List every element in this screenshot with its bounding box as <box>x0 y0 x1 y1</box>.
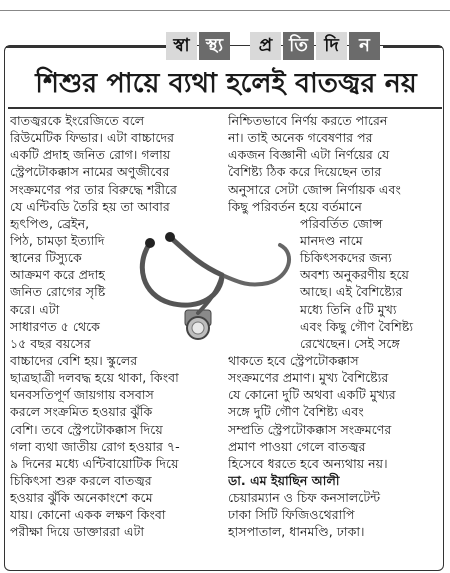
right-column-line: কিছু পরিবর্তন হয়ে বর্তমানে <box>228 198 362 214</box>
tag-rule-right <box>383 46 442 48</box>
left-column-line: করে। এটা <box>10 301 60 317</box>
left-column-line: সাধারণত ৫ থেকে <box>10 318 100 334</box>
right-column-line: অবশ্য অনুকরণীয় হয়ে <box>300 267 409 283</box>
right-column-line: সম্প্রতি স্ট্রেপটোকক্কাস সংক্রমণের <box>228 421 392 437</box>
right-column-line: যে কোনো দুটি অথবা একটি মুখ্যর <box>228 387 396 403</box>
left-column-line: করলে সংক্রমিত হওয়ার ঝুঁকি <box>10 404 153 420</box>
left-column-line: জনিত রোগের সৃষ্টি <box>10 284 106 300</box>
right-column-line: অনুসারে সেটা জোন্স নির্ণায়ক এবং <box>228 181 401 197</box>
tag-rule-left <box>6 46 166 48</box>
left-column-line: বাচ্চাদের বেশি হয়। স্কুলের <box>10 352 138 368</box>
page-top-rule <box>0 0 450 11</box>
right-column-line: থাকতে হবে স্ট্রেপটোকক্কাস <box>228 352 359 368</box>
right-column-line: পরিবর্তিত জোন্স <box>300 215 383 231</box>
tag-syllable-5: দি <box>316 32 347 60</box>
right-column-line: সঙ্গে দুটি গৌণ বৈশিষ্ট্য এবং <box>228 404 364 420</box>
left-column-line: আক্রমণ করে প্রদাহ <box>10 267 105 283</box>
left-column-line: সংক্রমণের পর তার বিরুদ্ধে শরীরে <box>10 181 177 197</box>
left-column-line: ১৫ বছর বয়সের <box>10 335 91 351</box>
left-column-line: ঘনবসতিপূর্ণ জায়গায় বসবাস <box>10 387 154 403</box>
right-column-line: মানদণ্ড নামে <box>300 232 363 248</box>
left-column-line: একটি প্রদাহ জনিত রোগ। গলায় <box>10 147 171 163</box>
headline-divider <box>8 107 442 109</box>
right-column-line: এবং কিছু গৌণ বৈশিষ্ট্য <box>300 318 414 334</box>
left-column-line: ছাত্রছাত্রী দলবদ্ধ হয়ে থাকা, কিংবা <box>10 370 179 386</box>
right-column-line: রেখেছেন। সেই সঙ্গে <box>300 335 400 351</box>
author-name: ডা. এম ইয়াছিন আলী <box>228 472 340 488</box>
right-column-line: চিকিৎসকদের জন্য <box>300 250 392 266</box>
left-column-line: হওয়ার ঝুঁকি অনেকাংশে কমে <box>10 490 153 506</box>
right-column-line: নিশ্চিতভাবে নির্ণয় করতে পারেন <box>228 113 388 128</box>
right-column-line: হিসেবে ধরতে হবে অন্যথায় নয়। <box>228 455 388 471</box>
right-column-line: আছে। এই বৈশিষ্ট্যের <box>300 284 403 300</box>
right-column-line: একজন বিজ্ঞানী এটা নির্ণয়ের যে <box>228 147 390 163</box>
left-column-line: স্থানের টিস্যুকে <box>10 250 82 266</box>
left-column-line: স্ট্রেপটোকক্কাস নামের অণুজীবের <box>10 164 170 180</box>
left-column-line: বাতজ্বরকে ইংরেজিতে বলে <box>10 113 145 128</box>
section-tag <box>0 32 450 62</box>
left-column-line: বেশি। তবে স্ট্রেপটোকক্কাস দিয়ে <box>10 421 163 437</box>
stethoscope-illustration <box>130 225 300 345</box>
left-column-line: রিউমেটিক ফিভার। এটা বাচ্চাদের <box>10 130 175 146</box>
right-column-line: প্রমাণ পাওয়া গেলে বাতজ্বর <box>228 438 366 454</box>
left-column-line: পরীক্ষা দিয়ে ডাক্তাররা এটা <box>10 524 145 540</box>
article-headline: শিশুর পায়ে ব্যথা হলেই বাতজ্বর নয় <box>35 68 417 99</box>
left-column-line: চিকিৎসা শুরু করলে বাতজ্বর <box>10 472 152 488</box>
tag-syllable-2: স্থ্য <box>199 32 230 60</box>
left-column-line: ৯ দিনের মধ্যে এন্টিবায়োটিক দিয়ে <box>10 455 179 471</box>
left-column-line: যায়। কোনো একক লক্ষণ কিংবা <box>10 507 166 523</box>
author-affiliation-line: হাসপাতাল, ধানমণ্ডি, ঢাকা। <box>228 524 365 540</box>
tag-syllable-1: স্বা <box>166 32 197 60</box>
right-column-line: মধ্যে তিনি ৫টি মুখ্য <box>300 301 397 317</box>
tag-syllable-6: ন <box>349 32 380 60</box>
right-column-line: সংক্রমণের প্রমাণ। মুখ্য বৈশিষ্ট্যের <box>228 370 389 386</box>
left-column-line: যে এন্টিবডি তৈরি হয় তা আবার <box>10 198 170 214</box>
left-column-line: পিঠ, চামড়া ইত্যাদি <box>10 232 105 248</box>
right-column-line: বৈশিষ্ট্য ঠিক করে দিয়েছেন তার <box>228 164 382 180</box>
tag-syllable-3: প্র <box>250 32 281 60</box>
tag-syllable-4: তি <box>283 32 314 60</box>
author-affiliation-line: ঢাকা সিটি ফিজিওথেরাপি <box>228 507 355 523</box>
left-column-line: হৃৎপিণ্ড, ব্রেইন, <box>10 215 90 231</box>
right-column-line: না। তাই অনেক গবেষণার পর <box>228 130 373 146</box>
author-affiliation-line: চেয়ারম্যান ও চিফ কনসালটেন্ট <box>228 490 381 506</box>
left-column-line: গলা ব্যথা জাতীয় রোগ হওয়ার ৭- <box>10 438 180 454</box>
